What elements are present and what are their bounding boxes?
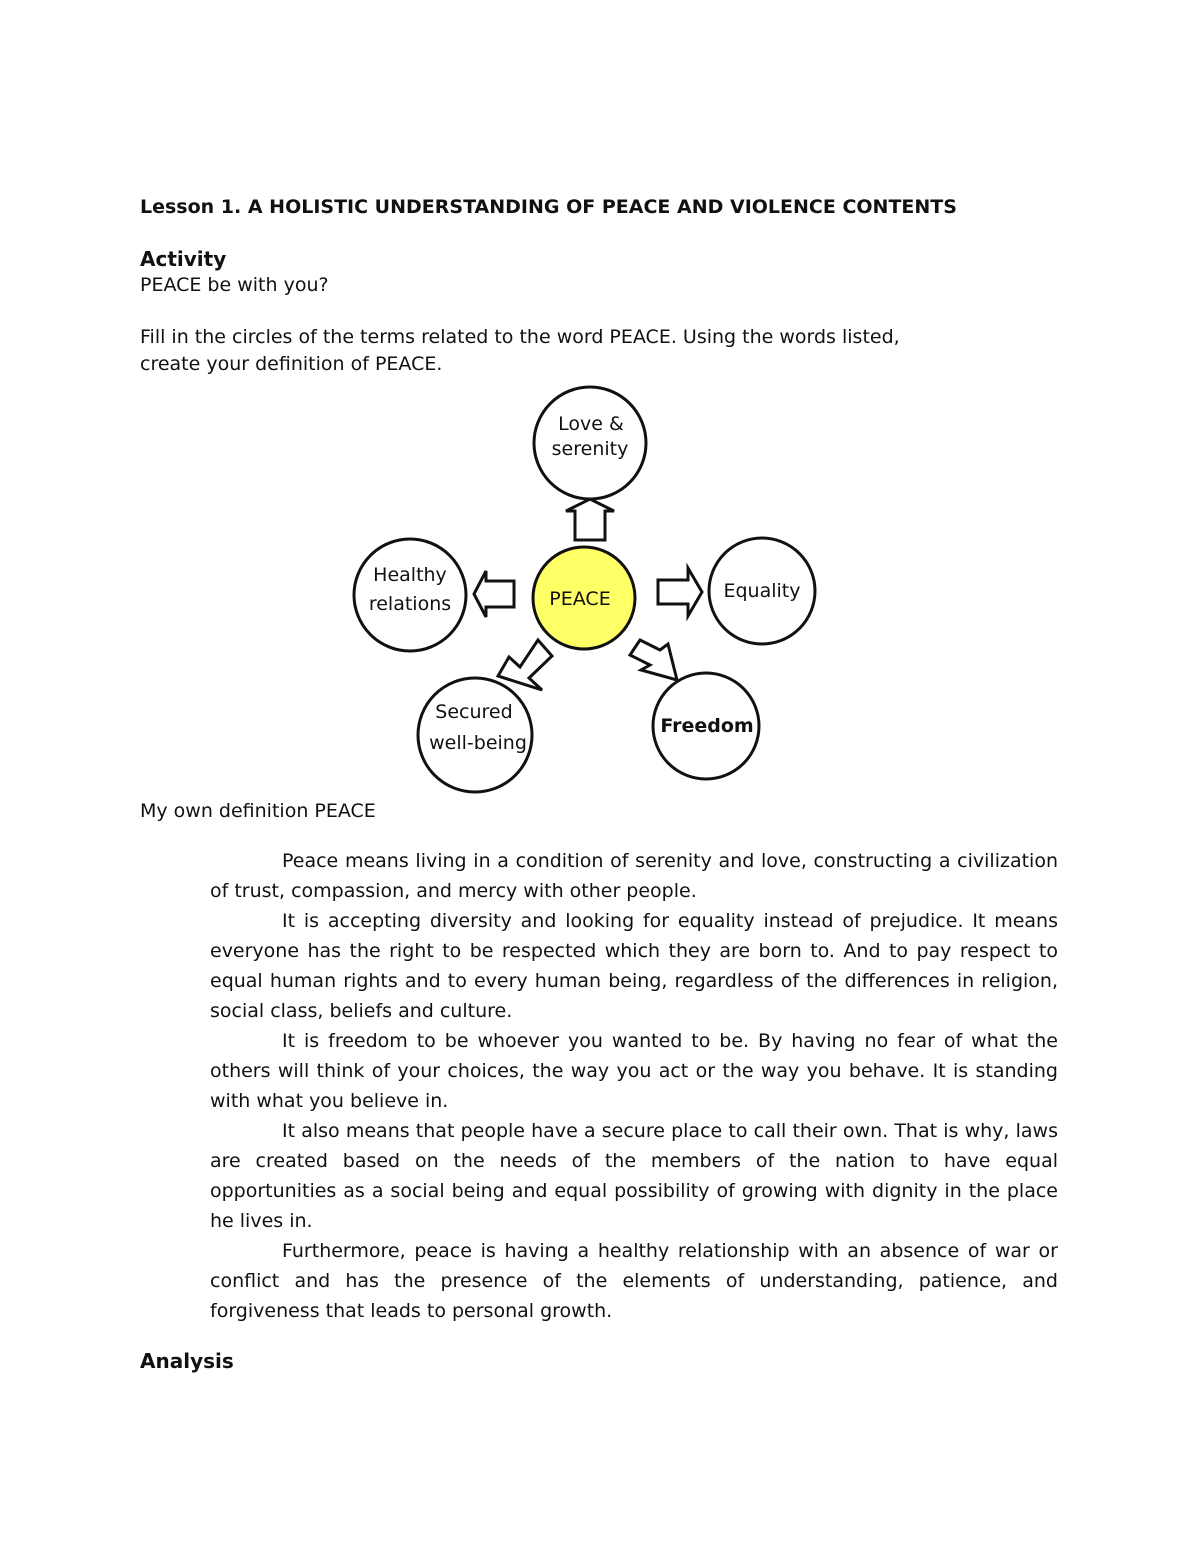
definition-body: [210, 846, 1058, 1326]
arrow-down-left: [498, 640, 552, 690]
definition-heading: My own definition PEACE: [140, 800, 376, 822]
love-label-2: serenity: [551, 438, 629, 460]
freedom-label: Freedom: [660, 715, 754, 737]
arrow-down-right: [630, 640, 677, 680]
definition-paragraph: Furthermore, peace is having a healthy relationship with an absence of war or conflict and has the presence of the elements of understanding, patience, and forgiveness that leads to personal growth.: [210, 1240, 1058, 1322]
arrow-right: [658, 568, 702, 616]
instruction-line-1: Fill in the circles of the terms related to the word PEACE. Using the words listed,: [140, 326, 900, 348]
definition-paragraph: Peace means living in a condition of serenity and love, constructing a civilization of trust, compassion, and mercy with other people.: [210, 850, 1058, 902]
activity-subtitle: PEACE be with you?: [140, 274, 329, 296]
instruction-line-2: create your definition of PEACE.: [140, 353, 443, 375]
definition-paragraph: It is freedom to be whoever you wanted to be. By having no fear of what the others will think of your choices, the way you act or the way you behave. It is standing with what you believe in.: [210, 1030, 1058, 1112]
arrow-left: [474, 571, 514, 617]
arrow-up: [566, 499, 614, 540]
activity-heading: Activity: [140, 247, 227, 271]
lesson-title: Lesson 1. A HOLISTIC UNDERSTANDING OF PEACE AND VIOLENCE CONTENTS: [140, 196, 957, 218]
peace-center-label: PEACE: [549, 588, 611, 610]
healthy-label-1: Healthy: [373, 564, 447, 586]
equality-label: Equality: [723, 580, 801, 602]
love-label-1: Love &: [558, 413, 624, 435]
secured-label-1: Secured: [435, 701, 513, 723]
analysis-heading: Analysis: [140, 1349, 234, 1373]
healthy-label-2: relations: [368, 593, 452, 615]
definition-paragraph: It also means that people have a secure place to call their own. That is why, laws are created based on the needs of the members of the nation to have equal opportunities as a social being and equal possibility of growing with dignity in the place he lives in.: [210, 1120, 1058, 1232]
definition-paragraph: It is accepting diversity and looking for equality instead of prejudice. It means everyone has the right to be respected which they are born to. And to pay respect to equal human rights and to every human being, regardless of the differences in religion, social class, beliefs and culture.: [210, 910, 1058, 1022]
secured-label-2: well-being: [429, 732, 527, 754]
